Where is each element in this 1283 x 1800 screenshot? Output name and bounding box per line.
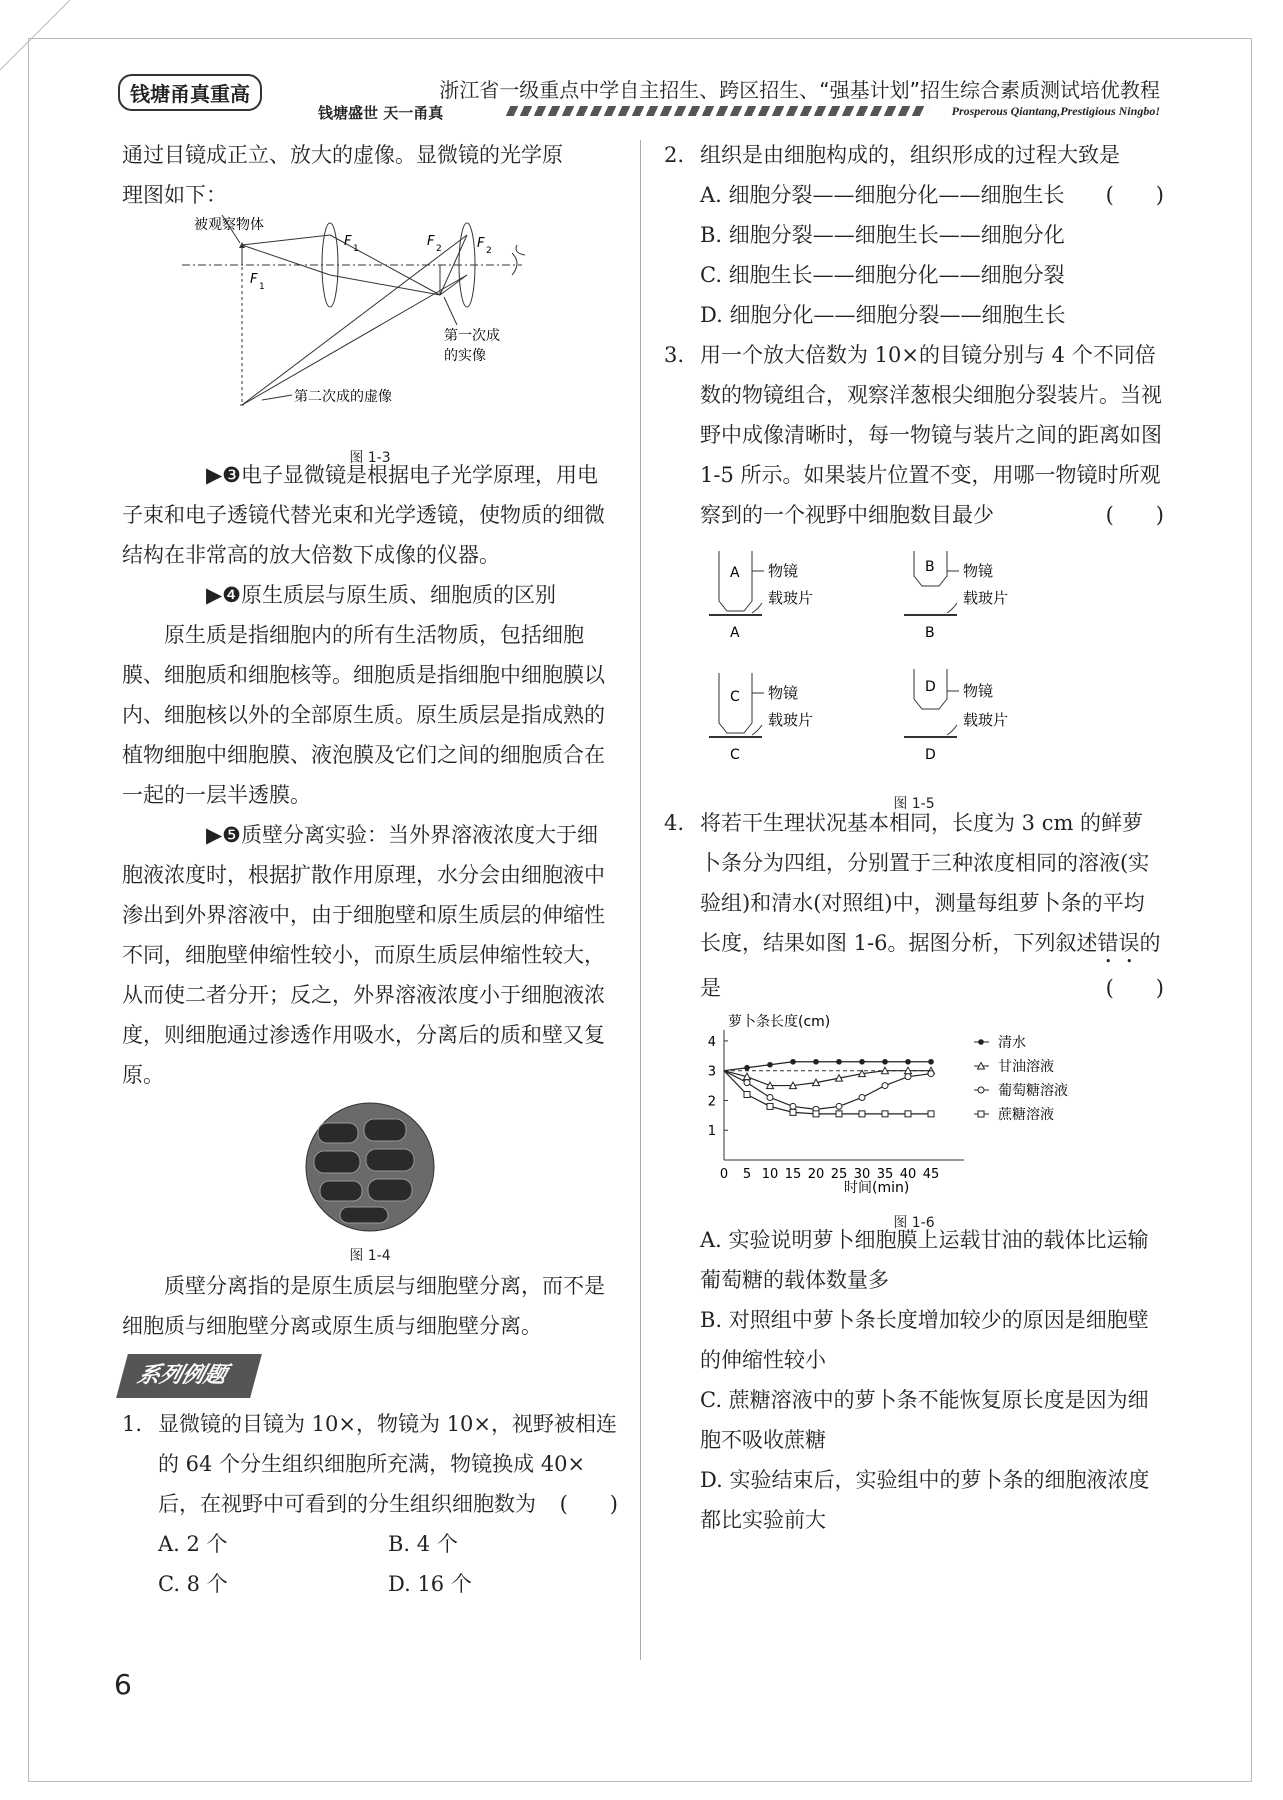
header-dash-bar xyxy=(506,106,931,116)
slide-a-label: 载玻片 xyxy=(768,589,814,607)
section-4-title-text: 原生质层与原生质、细胞质的区别 xyxy=(240,583,556,607)
x-tick-label: 35 xyxy=(876,1167,894,1182)
data-point xyxy=(859,1094,865,1100)
figure-1-5-caption: 图 1-5 xyxy=(893,796,935,812)
page-number: 6 xyxy=(114,1668,132,1701)
data-point xyxy=(905,1074,911,1080)
data-point xyxy=(859,1059,865,1065)
caption-letter-b: B xyxy=(925,625,935,641)
series-line-0 xyxy=(724,1062,931,1071)
objective-c-letter: C xyxy=(730,689,740,705)
slide-c-label: 载玻片 xyxy=(768,711,814,729)
section-5 xyxy=(122,815,618,1095)
legend-label: 蔗糖溶液 xyxy=(998,1107,1054,1123)
question-1-paren: ( ) xyxy=(559,1492,618,1516)
question-1 xyxy=(122,1404,618,1524)
data-point xyxy=(790,1059,796,1065)
question-4-stem: 将若干生理状况基本相同，长度为 3 cm 的鲜萝卜条分为四组，分别置于三种浓度相同的溶液(实验组)和清水(对照组)中，测量每组萝卜条的平均长度，结果如图 1-6。据图分析，下列叙述 xyxy=(700,811,1150,955)
question-4-option-d: D. 实验结束后，实验组中的萝卜条的细胞液浓度都比实验前大 xyxy=(700,1468,1150,1532)
data-point xyxy=(928,1059,934,1065)
section-5-text: 质壁分离实验：当外界溶液浓度大于细胞液浓度时，根据扩散作用原理，水分会由细胞液中渗出到外界溶液中，由于细胞壁和原生质层的伸缩性不同，细胞壁伸缩性较小，而原生质层伸缩性较大，从而使二者分开；反之，外界溶液浓度小于细胞液浓度，则细胞通过渗透作用吸水，分离后的质和壁又复原。 xyxy=(122,823,605,1087)
objectives-diagram xyxy=(664,541,1164,781)
legend-label: 葡萄糖溶液 xyxy=(998,1083,1068,1099)
x-tick-label: 40 xyxy=(899,1167,917,1182)
caption-letter-d: D xyxy=(925,747,936,763)
question-2-option-b: B. 细胞分裂——细胞生长——细胞分化 xyxy=(700,223,1065,247)
label-object: 被观察物体 xyxy=(194,217,264,233)
question-1-number: 1. xyxy=(122,1412,143,1436)
caption-letter-c: C xyxy=(730,747,740,763)
corner-decoration xyxy=(0,0,70,70)
question-4-option-a: A. 实验说明萝卜细胞膜上运载甘油的载体比运输葡萄糖的载体数量多 xyxy=(700,1228,1149,1292)
slogan: 钱塘盛世 天一甬真 xyxy=(318,104,444,122)
question-1-option-b: B. 4 个 xyxy=(388,1532,458,1556)
x-tick-label: 25 xyxy=(830,1167,848,1182)
objective-a xyxy=(709,551,764,615)
data-point xyxy=(836,1111,842,1117)
y-tick-label: 1 xyxy=(707,1124,716,1140)
series-line-1 xyxy=(724,1071,931,1086)
question-4-number: 4. xyxy=(664,811,685,835)
data-point xyxy=(767,1094,773,1100)
section-4-title xyxy=(122,575,618,615)
data-point xyxy=(905,1059,911,1065)
data-point xyxy=(790,1109,796,1115)
section-6: 质壁分离指的是原生质层与细胞壁分离，而不是细胞质与细胞壁分离或原生质与细胞壁分离。 xyxy=(122,1274,605,1338)
y-tick-label: 3 xyxy=(707,1064,716,1080)
figure-1-3 xyxy=(122,215,618,466)
left-column xyxy=(122,135,618,1604)
x-tick-label: 15 xyxy=(784,1167,802,1182)
objective-c-label: 物镜 xyxy=(768,684,799,702)
figure-1-3-caption: 图 1-3 xyxy=(349,450,391,466)
label-f2-right-sub: 2 xyxy=(486,246,492,256)
slide-d-label: 载玻片 xyxy=(963,711,1009,729)
question-1-options-row2 xyxy=(122,1564,618,1604)
question-1-option-d: D. 16 个 xyxy=(388,1572,472,1596)
question-1-stem: 显微镜的目镜为 10×，物镜为 10×，视野被相连的 64 个分生组织细胞所充满，物镜换成 40×后，在视野中可看到的分生组织细胞数为 xyxy=(158,1412,617,1516)
x-tick-label: 30 xyxy=(853,1167,871,1182)
x-tick-label: 0 xyxy=(719,1167,729,1182)
label-f2: F xyxy=(427,234,435,249)
plasmolysis-micrograph xyxy=(304,1101,436,1233)
x-tick-label: 5 xyxy=(742,1167,752,1182)
question-3 xyxy=(664,335,1164,535)
question-2-stem: 组织是由细胞构成的，组织形成的过程大致是 xyxy=(700,143,1120,167)
right-column xyxy=(664,135,1164,1540)
page-header xyxy=(118,68,1168,122)
figure-1-4-caption: 图 1-4 xyxy=(349,1248,391,1264)
label-f2-right: F xyxy=(477,236,485,251)
question-4-paren: ( ) xyxy=(1105,976,1164,1000)
legend-label: 清水 xyxy=(998,1035,1026,1051)
data-point xyxy=(744,1080,750,1086)
label-real-image: 第一次成 xyxy=(444,328,500,344)
objective-a-label: 物镜 xyxy=(768,562,799,580)
objective-a-letter: A xyxy=(730,565,740,581)
objective-c xyxy=(709,673,764,737)
data-point xyxy=(882,1059,888,1065)
header-title: 浙江省一级重点中学自主招生、跨区招生、“强基计划”招生综合素质测试培优教程 xyxy=(439,78,1160,102)
label-real-image-2: 的实像 xyxy=(444,348,486,364)
data-point xyxy=(928,1071,934,1077)
question-4 xyxy=(664,803,1164,1008)
question-4-option-c: C. 蔗糖溶液中的萝卜条不能恢复原长度是因为细胞不吸收蔗糖 xyxy=(700,1388,1149,1452)
figure-1-6-caption: 图 1-6 xyxy=(893,1215,935,1231)
series-badge: 钱塘甬真重高 xyxy=(118,74,262,111)
legend-marker xyxy=(978,1087,984,1093)
label-f1-right: F xyxy=(344,234,352,249)
marker-4: ▶❹ xyxy=(206,583,241,607)
legend-marker xyxy=(978,1111,984,1117)
section-3 xyxy=(122,455,618,575)
y-tick-label: 4 xyxy=(707,1034,716,1050)
chart-xlabel: 时间(min) xyxy=(844,1180,910,1196)
figure-1-5 xyxy=(664,541,1164,812)
label-f2-sub: 2 xyxy=(436,244,442,254)
data-point xyxy=(790,1103,796,1109)
intro-line-1: 通过目镜成正立、放大的虚像。显微镜的光学原 xyxy=(122,143,563,167)
length-chart xyxy=(664,1010,1164,1200)
x-tick-label: 45 xyxy=(922,1167,940,1182)
data-point xyxy=(813,1059,819,1065)
question-2-option-a: A. 细胞分裂——细胞分化——细胞生长 xyxy=(700,183,1065,207)
y-tick-label: 2 xyxy=(707,1094,716,1110)
data-point xyxy=(905,1111,911,1117)
x-tick-label: 20 xyxy=(807,1167,825,1182)
label-f1-left-sub: 1 xyxy=(259,282,265,292)
data-point xyxy=(882,1083,888,1089)
objective-b-letter: B xyxy=(925,559,935,575)
figure-1-4 xyxy=(122,1095,618,1266)
data-point xyxy=(767,1103,773,1109)
question-2-option-c: C. 细胞生长——细胞分化——细胞分裂 xyxy=(700,263,1065,287)
objective-b-label: 物镜 xyxy=(963,562,994,580)
question-3-paren: ( ) xyxy=(1105,503,1164,527)
question-1-options-row1 xyxy=(122,1524,618,1564)
question-3-number: 3. xyxy=(664,343,685,367)
section-4-body: 原生质是指细胞内的所有生活物质，包括细胞膜、细胞质和细胞核等。细胞质是指细胞中细胞膜以内、细胞核以外的全部原生质。原生质层是指成熟的植物细胞中细胞膜、液泡膜及它们之间的细胞质合在一起的一层半透膜。 xyxy=(122,623,605,807)
section-3-text: 电子显微镜是根据电子光学原理，用电子束和电子透镜代替光束和光学透镜，使物质的细微结构在非常高的放大倍数下成像的仪器。 xyxy=(122,463,605,567)
marker-3: ▶❸ xyxy=(206,463,241,487)
data-point xyxy=(744,1092,750,1098)
column-divider xyxy=(640,140,641,1660)
chart-ylabel: 萝卜条长度(cm) xyxy=(728,1014,831,1030)
data-point xyxy=(859,1111,865,1117)
data-point xyxy=(882,1111,888,1117)
intro-line-2: 理图如下： xyxy=(122,183,227,207)
question-4-stem-end: 的是 xyxy=(700,931,1161,1000)
question-1-option-c: C. 8 个 xyxy=(158,1572,228,1596)
question-2-paren: ( ) xyxy=(1105,183,1164,207)
question-2-option-d: D. 细胞分化——细胞分裂——细胞生长 xyxy=(700,303,1066,327)
label-f1-left: F xyxy=(250,272,258,287)
figure-1-6 xyxy=(664,1010,1164,1231)
objective-d-label: 物镜 xyxy=(963,682,994,700)
question-4-emphasis: 错误 xyxy=(1097,931,1140,955)
legend-marker xyxy=(978,1039,984,1045)
data-point xyxy=(836,1103,842,1109)
question-4-option-b: B. 对照组中萝卜条长度增加较少的原因是细胞壁的伸缩性较小 xyxy=(700,1308,1149,1372)
marker-5: ▶❺ xyxy=(206,823,241,847)
legend-label: 甘油溶液 xyxy=(998,1059,1054,1075)
label-f1-right-sub: 1 xyxy=(353,244,359,254)
question-2-number: 2. xyxy=(664,143,685,167)
data-point xyxy=(813,1111,819,1117)
objective-d-letter: D xyxy=(925,679,936,695)
label-virtual-image: 第二次成的虚像 xyxy=(294,389,392,405)
data-point xyxy=(744,1065,750,1071)
series-line-2 xyxy=(724,1071,931,1110)
examples-banner: 系列例题 xyxy=(116,1354,262,1398)
caption-letter-a: A xyxy=(730,625,740,641)
x-tick-label: 10 xyxy=(761,1167,779,1182)
question-1-option-a: A. 2 个 xyxy=(158,1532,228,1556)
data-point xyxy=(767,1062,773,1068)
microscope-optics-diagram xyxy=(122,215,618,435)
data-point xyxy=(836,1059,842,1065)
question-3-stem: 用一个放大倍数为 10×的目镜分别与 4 个不同倍数的物镜组合，观察洋葱根尖细胞分裂装片。当视野中成像清晰时，每一物镜与装片之间的距离如图 1-5 所示。如果装片位置不变，用哪一物镜时所观察到的一个视野中细胞数目最少 xyxy=(700,343,1162,527)
header-subtitle: Prosperous Qiantang,Prestigious Ningbo! xyxy=(951,104,1160,118)
slide-b-label: 载玻片 xyxy=(963,589,1009,607)
data-point xyxy=(928,1111,934,1117)
